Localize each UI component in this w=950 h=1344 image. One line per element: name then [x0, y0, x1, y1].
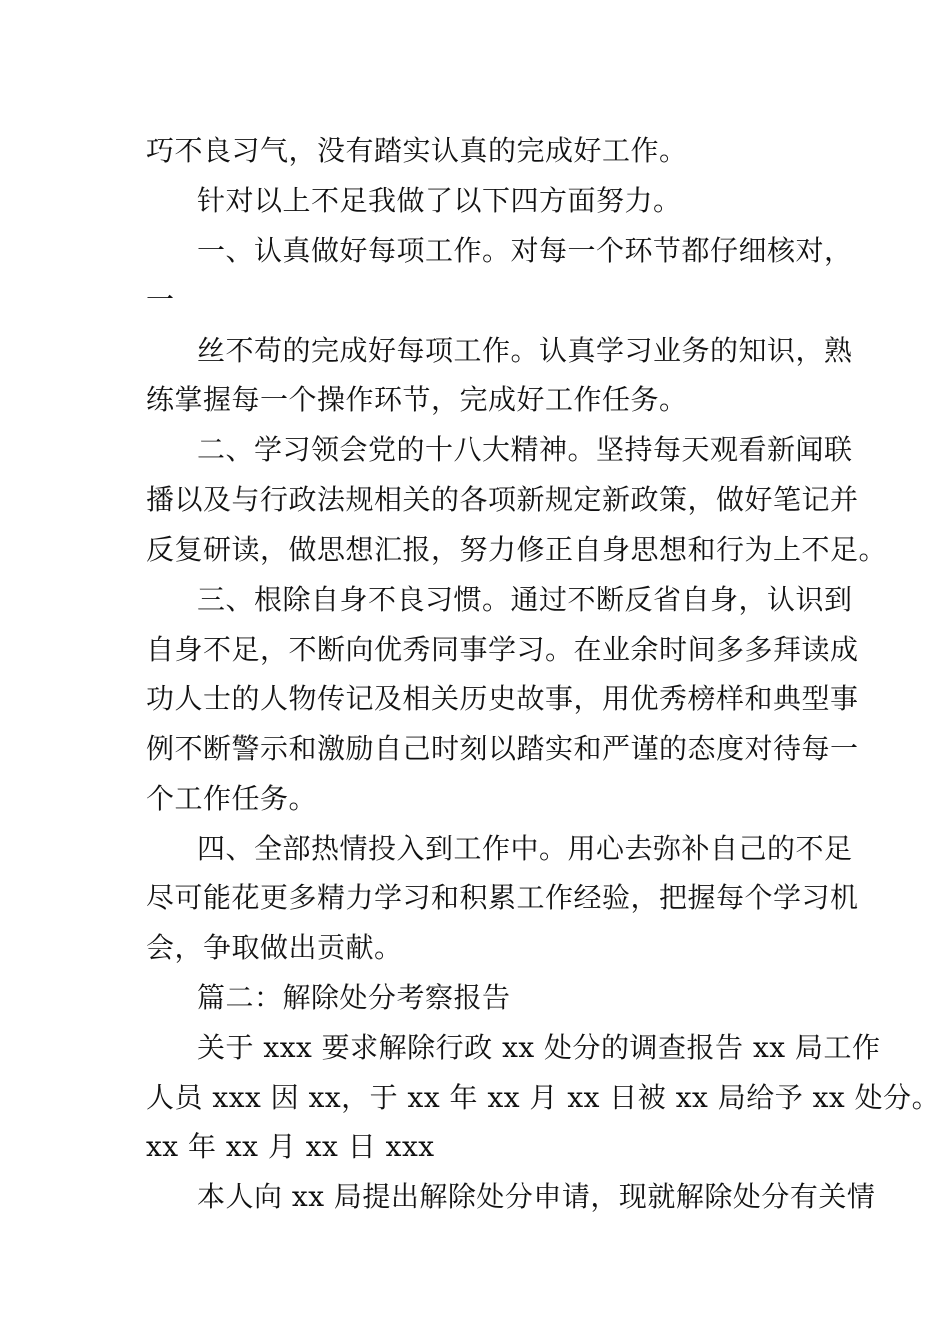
text-line: 二、学习领会党的十八大精神。坚持每天观看新闻联 [197, 433, 853, 466]
text-line: 尽可能花更多精力学习和积累工作经验，把握每个学习机 [146, 881, 859, 914]
text-line: 一 [146, 283, 175, 316]
text-line: 巧不良习气，没有踏实认真的完成好工作。 [146, 134, 688, 167]
text-line: 关于 xxx 要求解除行政 xx 处分的调查报告 xx 局工作 [197, 1031, 881, 1064]
text-line: 播以及与行政法规相关的各项新规定新政策，做好笔记并 [146, 483, 859, 516]
text-line: 会，争取做出贡献。 [146, 931, 403, 964]
text-line: 丝不苟的完成好每项工作。认真学习业务的知识，熟 [197, 334, 853, 367]
text-line: xx 年 xx 月 xx 日 xxx [146, 1130, 435, 1163]
text-line: 三、根除自身不良习惯。通过不断反省自身，认识到 [197, 583, 853, 616]
text-line: 本人向 xx 局提出解除处分申请，现就解除处分有关情 [197, 1180, 876, 1213]
text-line: 功人士的人物传记及相关历史故事，用优秀榜样和典型事 [146, 682, 859, 715]
text-line: 练掌握每一个操作环节，完成好工作任务。 [146, 383, 688, 416]
text-line: 例不断警示和激励自己时刻以踏实和严谨的态度对待每一 [146, 732, 859, 765]
text-line: 四、全部热情投入到工作中。用心去弥补自己的不足 [197, 832, 853, 865]
section-heading: 篇二：解除处分考察报告 [197, 981, 511, 1014]
text-line: 针对以上不足我做了以下四方面努力。 [197, 184, 682, 217]
text-line: 个工作任务。 [146, 782, 318, 815]
text-line: 一、认真做好每项工作。对每一个环节都仔细核对， [197, 234, 853, 267]
text-line: 人员 xxx 因 xx，于 xx 年 xx 月 xx 日被 xx 局给予 xx 处分。 [146, 1081, 941, 1114]
text-line: 自身不足，不断向优秀同事学习。在业余时间多多拜读成 [146, 633, 859, 666]
text-line: 反复研读，做思想汇报，努力修正自身思想和行为上不足。 [146, 533, 888, 566]
